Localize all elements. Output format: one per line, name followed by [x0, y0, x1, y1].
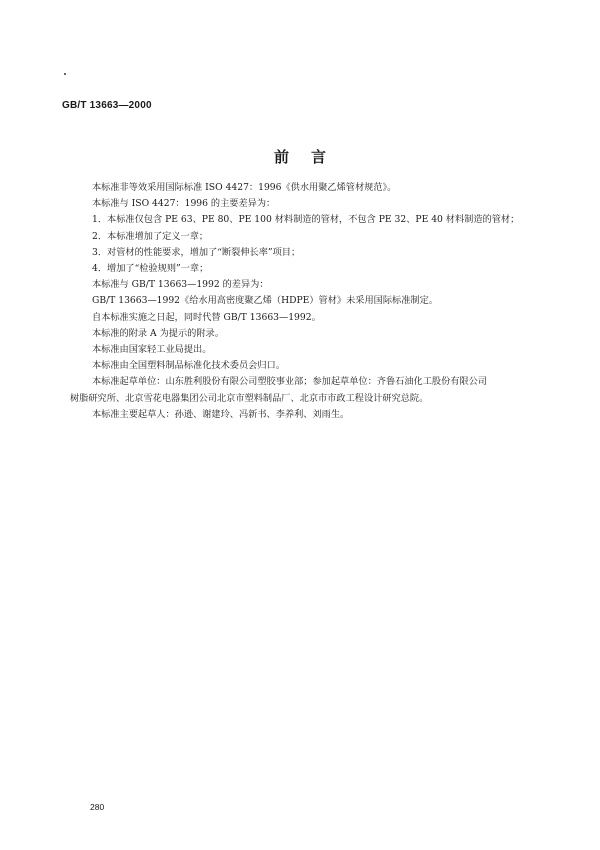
- paragraph: 本标准与 GB/T 13663—1992 的差异为：: [92, 279, 269, 291]
- list-item: 3．对管材的性能要求，增加了“断裂伸长率”项目；: [92, 246, 301, 258]
- paragraph: 本标准的附录 A 为提示的附录。: [92, 327, 224, 339]
- standard-code: GB/T 13663—2000: [62, 100, 152, 111]
- paragraph: 本标准主要起草人：孙逊、谢建玲、冯新书、李养利、刘雨生。: [92, 408, 350, 420]
- page-number: 280: [90, 802, 105, 812]
- paragraph: 本标准起草单位：山东胜利股份有限公司塑胶事业部；参加起草单位：齐鲁石油化工股份有限公司: [92, 376, 488, 388]
- paragraph: 本标准由全国塑料制品标准化技术委员会归口。: [92, 360, 285, 372]
- foreword-body: [72, 180, 542, 423]
- paragraph-continuation: 树脂研究所、北京雪花电器集团公司北京市塑料制品厂、北京市市政工程设计研究总院。: [70, 392, 429, 404]
- list-item: 1．本标准仅包含 PE 63、PE 80、PE 100 材料制造的管材，不包含 PE 32、PE 40 材料制造的管材；: [92, 214, 520, 226]
- scan-speck: [64, 73, 66, 75]
- page-title: 前言: [273, 148, 348, 166]
- paragraph: 本标准由国家轻工业局提出。: [92, 344, 212, 356]
- paragraph: 自本标准实施之日起，同时代替 GB/T 13663—1992。: [92, 311, 321, 323]
- paragraph: 本标准非等效采用国际标准 ISO 4427：1996《供水用聚乙烯管材规范》。: [92, 182, 397, 193]
- paragraph: 本标准与 ISO 4427：1996 的主要差异为：: [92, 198, 276, 210]
- list-item: 2．本标准增加了定义一章；: [92, 230, 209, 242]
- paragraph: GB/T 13663—1992《给水用高密度聚乙烯（HDPE）管材》未采用国际标准制定。: [92, 295, 438, 307]
- list-item: 4．增加了“检验规则”一章；: [92, 263, 209, 275]
